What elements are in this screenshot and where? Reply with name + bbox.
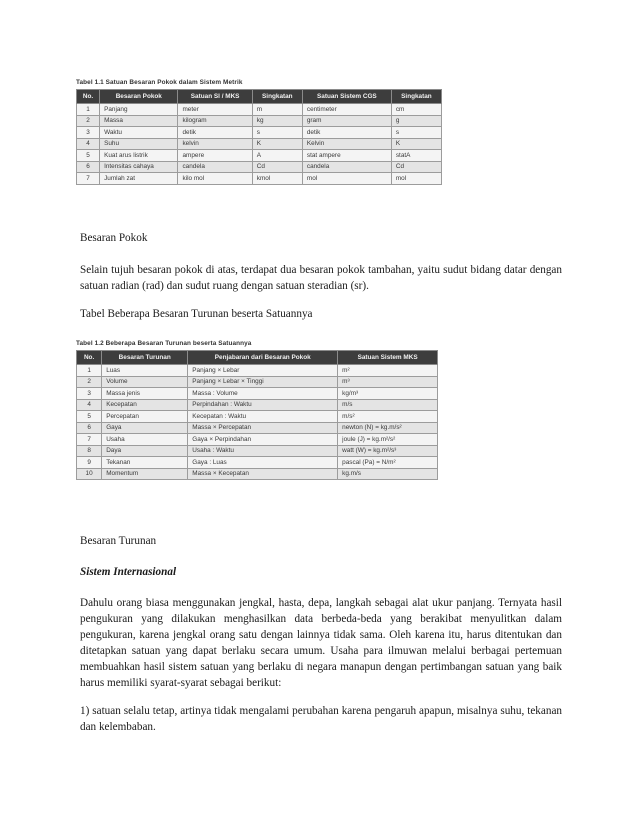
table-body: [77, 104, 442, 185]
table-cell: Volume: [102, 376, 188, 388]
table-cell: m/s: [338, 399, 438, 411]
table-cell: mol: [391, 173, 441, 185]
table-cell: Luas: [102, 365, 188, 377]
table-grid: [76, 350, 438, 480]
table-row: [77, 138, 442, 150]
table-cell: 3: [77, 127, 100, 139]
table-cell: Percepatan: [102, 411, 188, 423]
table-cell: Cd: [391, 161, 441, 173]
table-cell: m: [252, 104, 302, 116]
table-row: [77, 173, 442, 185]
table-cell: candela: [178, 161, 252, 173]
column-header: Besaran Pokok: [100, 90, 178, 104]
table-cell: gram: [302, 115, 391, 127]
table-cell: Intensitas cahaya: [100, 161, 178, 173]
table-cell: K: [252, 138, 302, 150]
section-heading-derived-table: Tabel Beberapa Besaran Turunan beserta Satuannya: [80, 308, 313, 320]
table-cell: Daya: [102, 445, 188, 457]
table-cell: Jumlah zat: [100, 173, 178, 185]
table-cell: Kecepatan: [102, 399, 188, 411]
table-cell: Massa : Volume: [188, 388, 338, 400]
table-cell: Momentum: [102, 468, 188, 480]
column-header: Singkatan: [252, 90, 302, 104]
table-cell: m/s²: [338, 411, 438, 423]
table2-caption: Besaran Turunan: [80, 535, 157, 547]
table-cell: candela: [302, 161, 391, 173]
table-cell: Usaha : Waktu: [188, 445, 338, 457]
table-row: [77, 365, 438, 377]
column-header: No.: [77, 351, 102, 365]
table-row: [77, 104, 442, 116]
table-cell: Gaya × Perpindahan: [188, 434, 338, 446]
table-row: [77, 399, 438, 411]
table-cell: m³: [338, 376, 438, 388]
column-header: Penjabaran dari Besaran Pokok: [188, 351, 338, 365]
table-cell: kmol: [252, 173, 302, 185]
table-cell: Usaha: [102, 434, 188, 446]
table-derived-quantities: [76, 340, 438, 480]
table-cell: 4: [77, 399, 102, 411]
table-cell: kg/m³: [338, 388, 438, 400]
table-cell: Panjang × Lebar × Tinggi: [188, 376, 338, 388]
table-cell: Waktu: [100, 127, 178, 139]
section-heading-si: Sistem Internasional: [80, 566, 177, 578]
table-header-row: [77, 90, 442, 104]
table-cell: kilogram: [178, 115, 252, 127]
table-cell: 1: [77, 104, 100, 116]
table-cell: watt (W) = kg.m²/s³: [338, 445, 438, 457]
table-row: [77, 457, 438, 469]
table-cell: Massa × Kecepatan: [188, 468, 338, 480]
table-cell: cm: [391, 104, 441, 116]
table-cell: Panjang × Lebar: [188, 365, 338, 377]
table-cell: 5: [77, 150, 100, 162]
table-cell: 4: [77, 138, 100, 150]
table-cell: kg.m/s: [338, 468, 438, 480]
table-cell: statA: [391, 150, 441, 162]
table-cell: meter: [178, 104, 252, 116]
column-header: No.: [77, 90, 100, 104]
table-cell: mol: [302, 173, 391, 185]
column-header: Besaran Turunan: [102, 351, 188, 365]
table-cell: Tekanan: [102, 457, 188, 469]
paragraph-supplementary-units: Selain tujuh besaran pokok di atas, terdapat dua besaran pokok tambahan, yaitu sudut bidang datar dengan satuan radian (rad) dan sudut ruang dengan satuan steradian (sr).: [80, 264, 562, 292]
table-cell: 3: [77, 388, 102, 400]
table-title: Tabel 1.1 Satuan Besaran Pokok dalam Sistem Metrik: [76, 79, 243, 86]
table-row: [77, 468, 438, 480]
table-cell: kilo mol: [178, 173, 252, 185]
table-row: [77, 388, 438, 400]
table1-caption: Besaran Pokok: [80, 232, 148, 244]
column-header: Satuan Sistem CGS: [302, 90, 391, 104]
table-cell: A: [252, 150, 302, 162]
table-cell: kg: [252, 115, 302, 127]
table-row: [77, 422, 438, 434]
table-cell: g: [391, 115, 441, 127]
table-row: [77, 150, 442, 162]
table-cell: K: [391, 138, 441, 150]
table-row: [77, 115, 442, 127]
table-cell: 8: [77, 445, 102, 457]
table-metric-units: [76, 79, 442, 185]
table-row: [77, 161, 442, 173]
table-cell: joule (J) = kg.m²/s²: [338, 434, 438, 446]
table-title: Tabel 1.2 Beberapa Besaran Turunan beserta Satuannya: [76, 340, 252, 347]
table-header-row: [77, 351, 438, 365]
table-row: [77, 434, 438, 446]
table-cell: Massa jenis: [102, 388, 188, 400]
table-row: [77, 127, 442, 139]
column-header: Singkatan: [391, 90, 441, 104]
table-cell: Panjang: [100, 104, 178, 116]
table-cell: 5: [77, 411, 102, 423]
table-cell: detik: [178, 127, 252, 139]
table-cell: 2: [77, 115, 100, 127]
table-grid: [76, 89, 442, 185]
table-row: [77, 376, 438, 388]
table-cell: pascal (Pa) = N/m²: [338, 457, 438, 469]
table-cell: ampere: [178, 150, 252, 162]
table-cell: detik: [302, 127, 391, 139]
table-cell: Kecepatan : Waktu: [188, 411, 338, 423]
table-row: [77, 445, 438, 457]
table-cell: stat ampere: [302, 150, 391, 162]
table-cell: 10: [77, 468, 102, 480]
table-cell: centimeter: [302, 104, 391, 116]
table-cell: 1: [77, 365, 102, 377]
table-cell: Kelvin: [302, 138, 391, 150]
table-cell: 2: [77, 376, 102, 388]
table-cell: Suhu: [100, 138, 178, 150]
column-header: Satuan Sistem MKS: [338, 351, 438, 365]
table-row: [77, 411, 438, 423]
table-cell: newton (N) = kg.m/s²: [338, 422, 438, 434]
table-cell: Perpindahan : Waktu: [188, 399, 338, 411]
table-cell: 6: [77, 422, 102, 434]
list-item-requirement-1: 1) satuan selalu tetap, artinya tidak mengalami perubahan karena pengaruh apapun, misalnya suhu, tekanan dan kelembaban.: [80, 705, 562, 733]
table-cell: Gaya : Luas: [188, 457, 338, 469]
table-cell: 9: [77, 457, 102, 469]
table-cell: s: [391, 127, 441, 139]
table-cell: 7: [77, 173, 100, 185]
table-cell: Massa × Percepatan: [188, 422, 338, 434]
table-cell: Massa: [100, 115, 178, 127]
column-header: Satuan SI / MKS: [178, 90, 252, 104]
table-cell: m²: [338, 365, 438, 377]
table-body: [77, 365, 438, 480]
table-cell: 6: [77, 161, 100, 173]
table-cell: Cd: [252, 161, 302, 173]
table-cell: kelvin: [178, 138, 252, 150]
paragraph-si-history: Dahulu orang biasa menggunakan jengkal, hasta, depa, langkah sebagai alat ukur panjang. Ternyata hasil pengukuran yang dilakukan menghasilkan data berbeda-beda yang berakibat menyulitkan dalam pengukuran, karena jengkal orang satu dengan lainnya tidak sama. Oleh karena itu, harus ditentukan dan ditetapkan satuan yang dapat berlaku secara umum. Usaha para ilmuwan melalui berbagai pertemuan membuahkan hasil sistem satuan yang berlaku di negara manapun dengan pertimbangan satuan yang baik harus memiliki syarat-syarat sebagai berikut:: [80, 597, 562, 689]
table-cell: s: [252, 127, 302, 139]
table-cell: Gaya: [102, 422, 188, 434]
table-cell: 7: [77, 434, 102, 446]
table-cell: Kuat arus listrik: [100, 150, 178, 162]
